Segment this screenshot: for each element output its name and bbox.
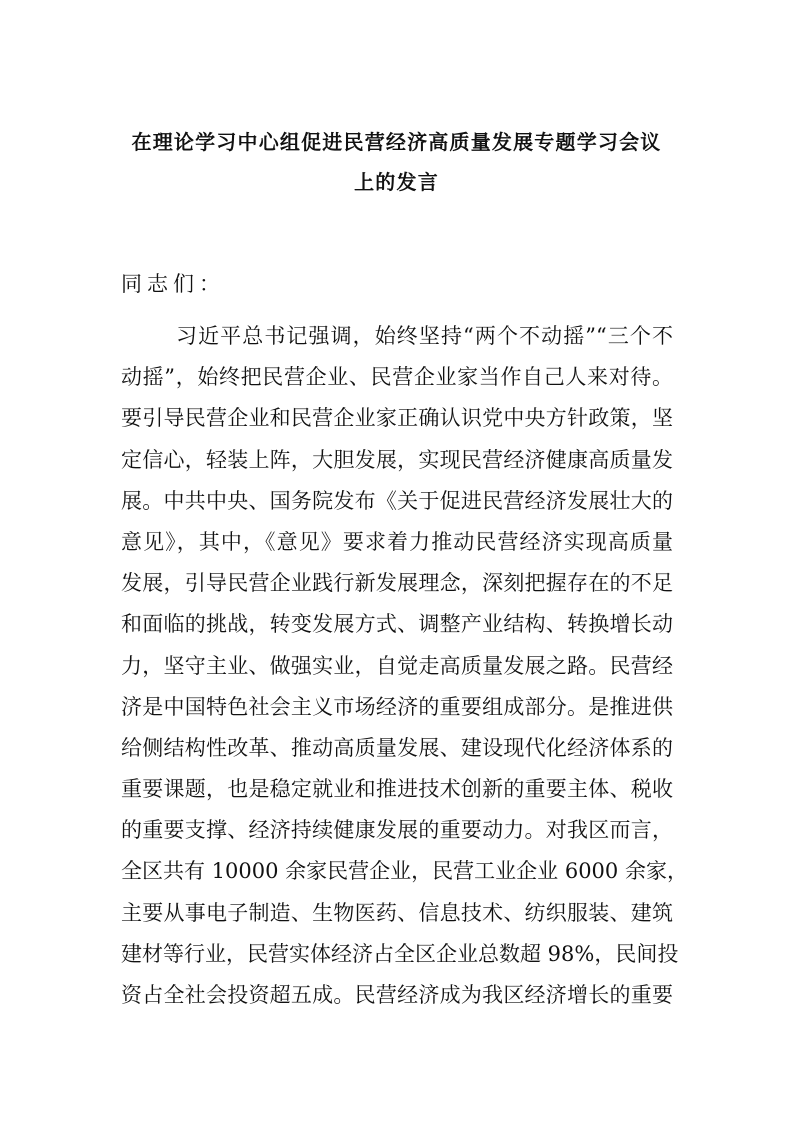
paragraph-line: 济是中国特色社会主义市场经济的重要组成部分。是推进供 bbox=[121, 694, 673, 719]
document-title-line-2: 上的发言 bbox=[354, 170, 439, 194]
paragraph-line: 展。中共中央、国务院发布《关于促进民营经济发展壮大的 bbox=[121, 488, 673, 513]
paragraph-line: 和面临的挑战，转变发展方式、调整产业结构、转换增长动 bbox=[121, 612, 673, 637]
paragraph-line: 动摇”，始终把民营企业、民营企业家当作自己人来对待。 bbox=[121, 365, 673, 390]
paragraph-line: 力，坚守主业、做强实业，自觉走高质量发展之路。民营经 bbox=[121, 653, 673, 678]
paragraph-line: 习近平总书记强调，始终坚持“两个不动摇”“三个不 bbox=[176, 324, 673, 348]
paragraph-line: 资占全社会投资超五成。民营经济成为我区经济增长的重要 bbox=[121, 983, 673, 1007]
paragraph-line: 全区共有 10000 余家民营企业，民营工业企业 6000 余家， bbox=[121, 859, 688, 884]
paragraph-line: 意见》，其中，《意见》要求着力推动民营经济实现高质量 bbox=[121, 529, 673, 554]
speech-paragraph bbox=[121, 324, 688, 1024]
document-title-line-1: 在理论学习中心组促进民营经济高质量发展专题学习会议 bbox=[131, 130, 662, 154]
paragraph-line: 的重要支撑、经济持续健康发展的重要动力。对我区而言， bbox=[121, 818, 673, 843]
paragraph-line: 主要从事电子制造、生物医药、信息技术、纺织服装、建筑 bbox=[121, 900, 673, 925]
paragraph-line: 重要课题，也是稳定就业和推进技术创新的重要主体、税收 bbox=[121, 777, 673, 802]
paragraph-line: 建材等行业，民营实体经济占全区企业总数超 98%，民间投 bbox=[121, 941, 679, 966]
paragraph-line: 发展，引导民营企业践行新发展理念，深刻把握存在的不足 bbox=[121, 571, 673, 596]
salutation: 同志们： bbox=[121, 272, 225, 296]
paragraph-line: 定信心，轻装上阵，大胆发展，实现民营经济健康高质量发 bbox=[121, 447, 673, 472]
paragraph-line: 要引导民营企业和民营企业家正确认识党中央方针政策，坚 bbox=[121, 406, 673, 431]
paragraph-line: 给侧结构性改革、推动高质量发展、建设现代化经济体系的 bbox=[121, 735, 673, 760]
